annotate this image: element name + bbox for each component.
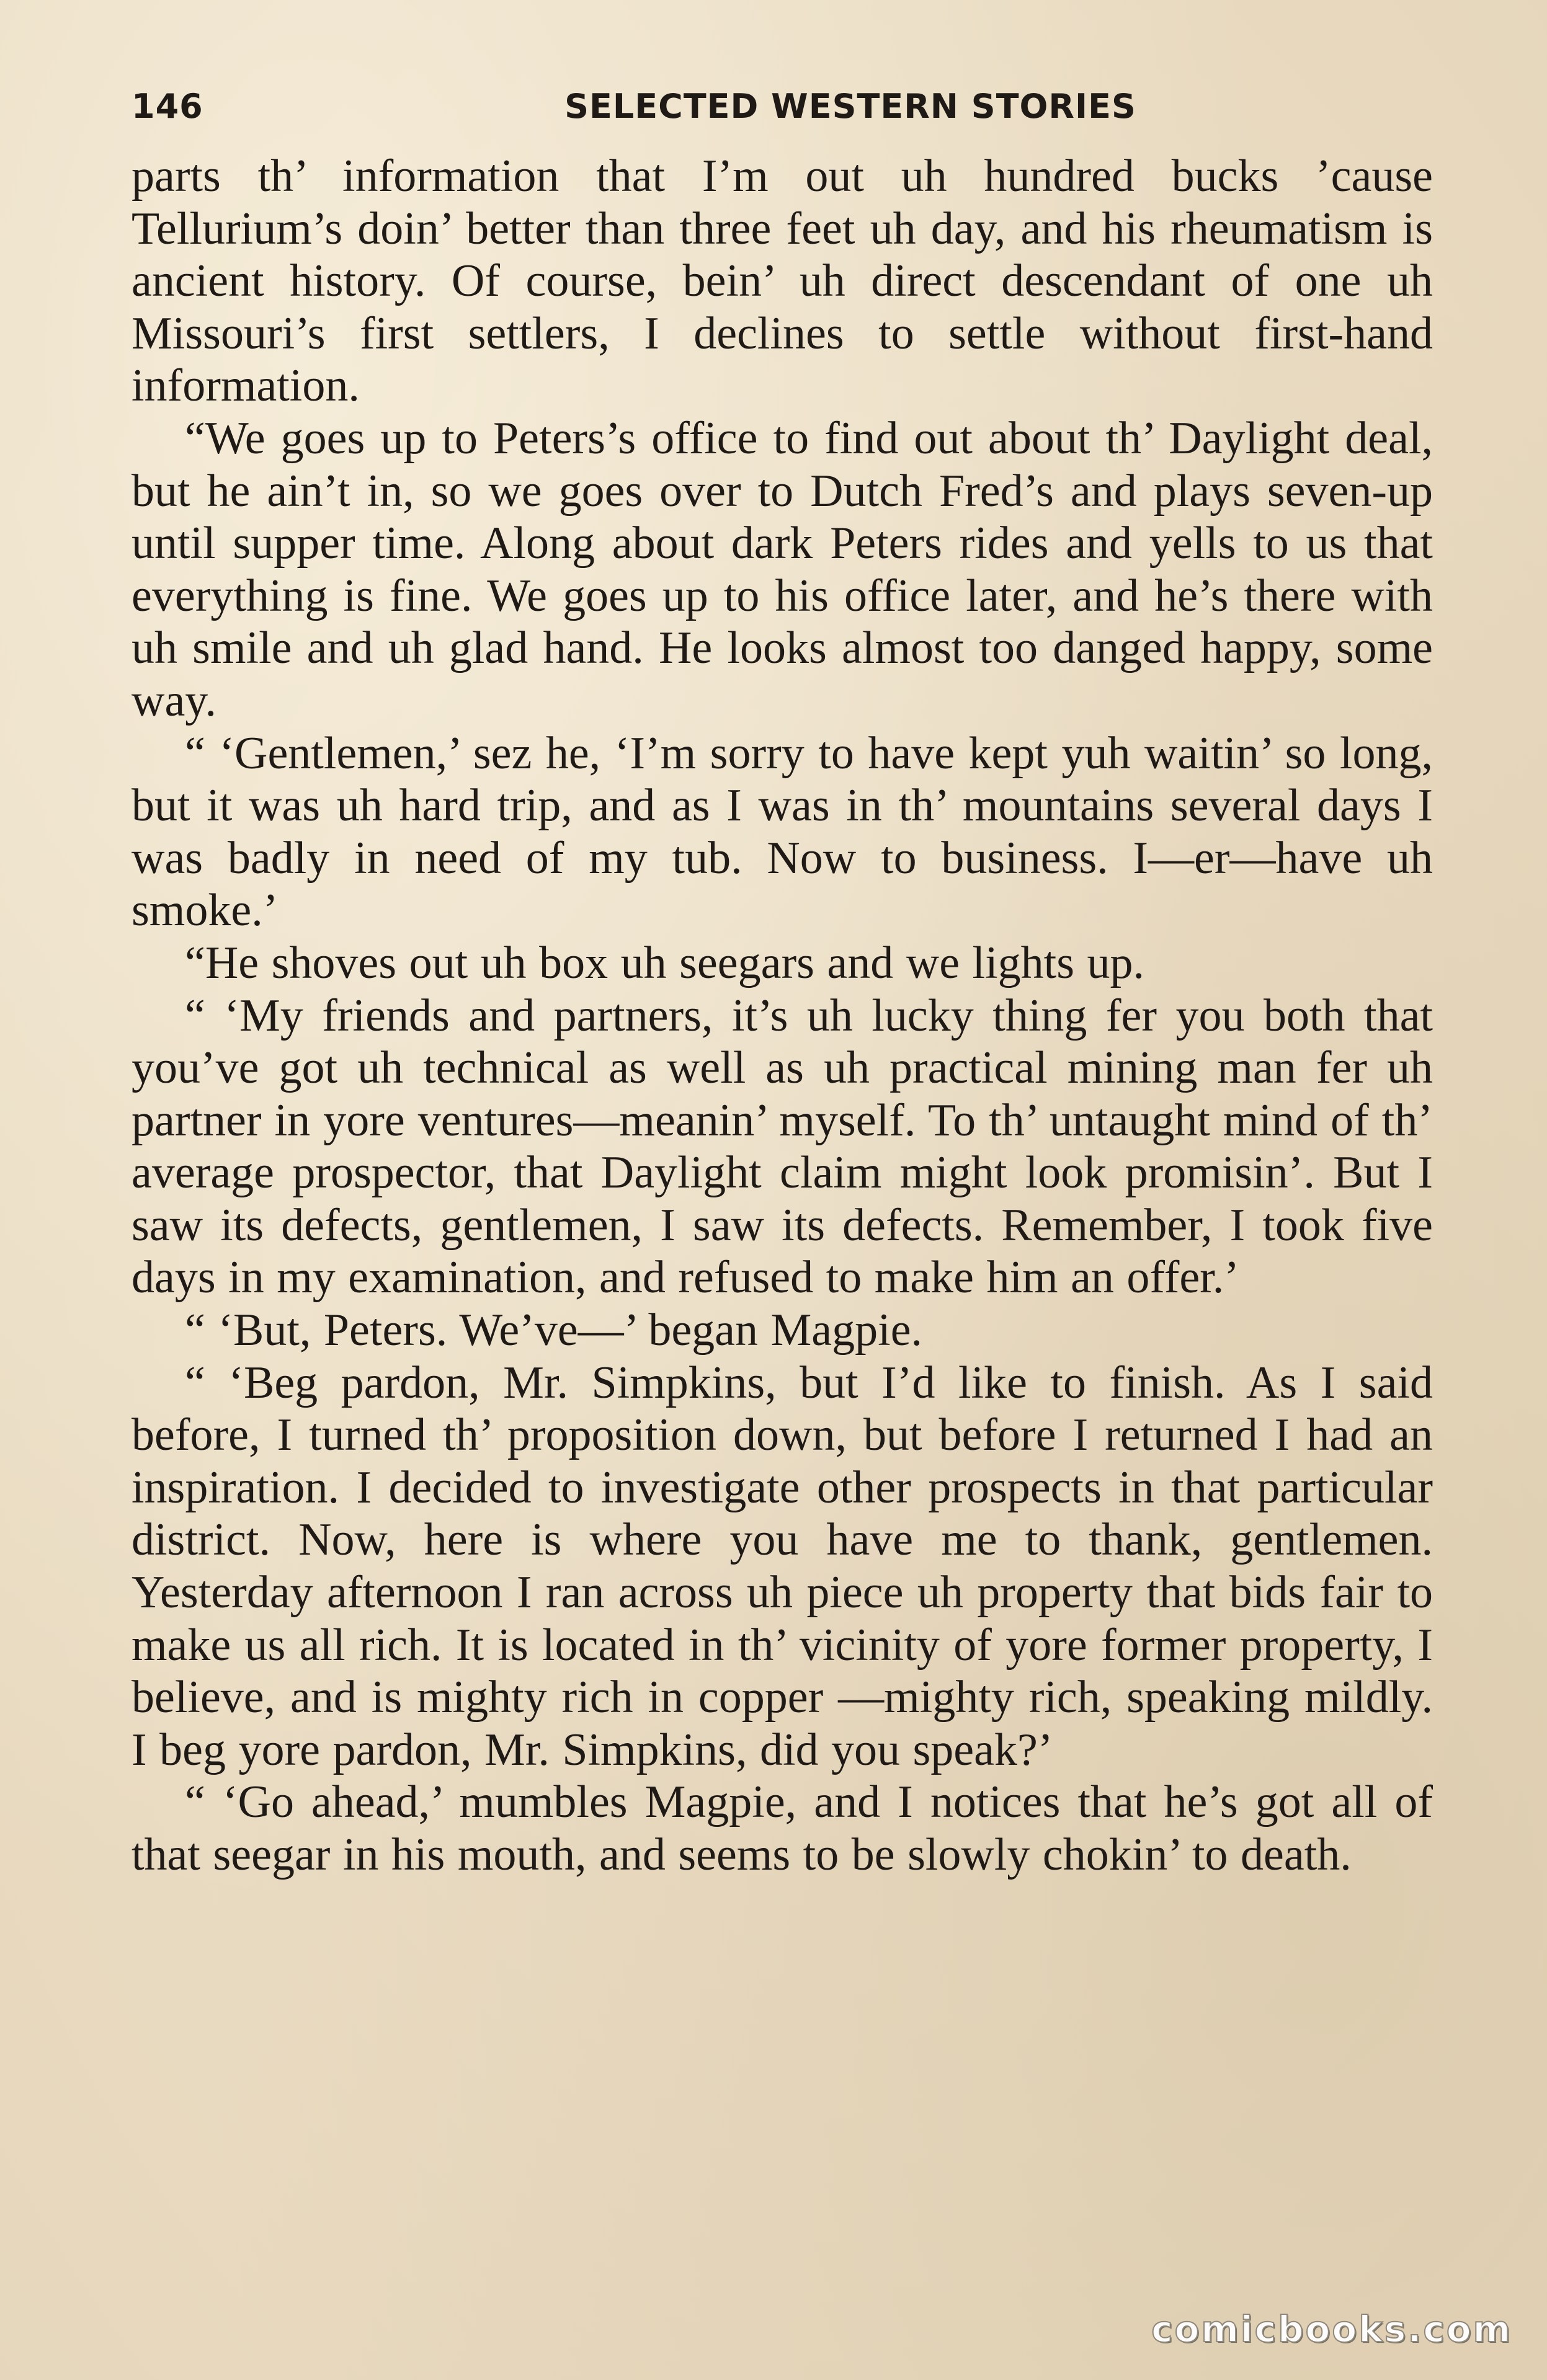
site-watermark: comicbooks.com — [1151, 2308, 1512, 2350]
paragraph: parts th’ information that I’m out uh hundred bucks ’cause Tellurium’s doin’ better than three feet uh day, and his rheumatism is ancient history. Of course, bein’ uh direct descendant of one uh Missouri’s first settlers, I declines to settle without first-hand information. — [132, 151, 1433, 412]
paragraph: “He shoves out uh box uh seegars and we lights up. — [185, 937, 1145, 988]
paragraph: “ ‘My friends and partners, it’s uh lucky thing fer you both that you’ve got uh technical as well as uh practical mining man fer uh partner in yore ventures—meanin’ myself. To th’ untaught mind of th’ average prospector, that Daylight claim might look promisin’. But I saw its defects, gentlemen, I saw its defects. Remember, I took five days in my examination, and refused to make him an offer.’ — [132, 990, 1433, 1303]
paragraph: “We goes up to Peters’s office to find out about th’ Daylight deal, but he ain’t in, so we goes over to Dutch Fred’s and plays seven-up until supper time. Along about dark Peters rides and yells to us that everything is fine. We goes up to his office later, and he’s there with uh smile and uh glad hand. He looks almost too danged happy, some way. — [132, 412, 1433, 726]
book-title-header: SELECTED WESTERN STORIES — [564, 87, 1136, 126]
paragraph: “ ‘But, Peters. We’ve—’ began Magpie. — [185, 1305, 923, 1356]
paragraph: “ ‘Gentlemen,’ sez he, ‘I’m sorry to have kept yuh waitin’ so long, but it was uh hard trip, and as I was in th’ mountains several days I was badly in need of my tub. Now to business. I—er—have uh smoke.’ — [132, 727, 1433, 936]
story-text — [132, 150, 1433, 1881]
page-number: 146 — [132, 87, 203, 126]
running-head — [132, 76, 1433, 135]
paragraph: “ ‘Beg pardon, Mr. Simpkins, but I’d like to finish. As I said before, I turned th’ proposition down, but before I returned I had an inspiration. I decided to investigate other prospects in that particular district. Now, here is where you have me to thank, gentlemen. Yesterday afternoon I ran across uh piece uh property that bids fair to make us all rich. It is located in th’ vicinity of yore former property, I believe, and is mighty rich in copper —mighty rich, speaking mildly. I beg yore pardon, Mr. Simpkins, did you speak?’ — [132, 1357, 1433, 1775]
paragraph: “ ‘Go ahead,’ mumbles Magpie, and I notices that he’s got all of that seegar in his mouth, and seems to be slowly chokin’ to death. — [132, 1777, 1433, 1880]
